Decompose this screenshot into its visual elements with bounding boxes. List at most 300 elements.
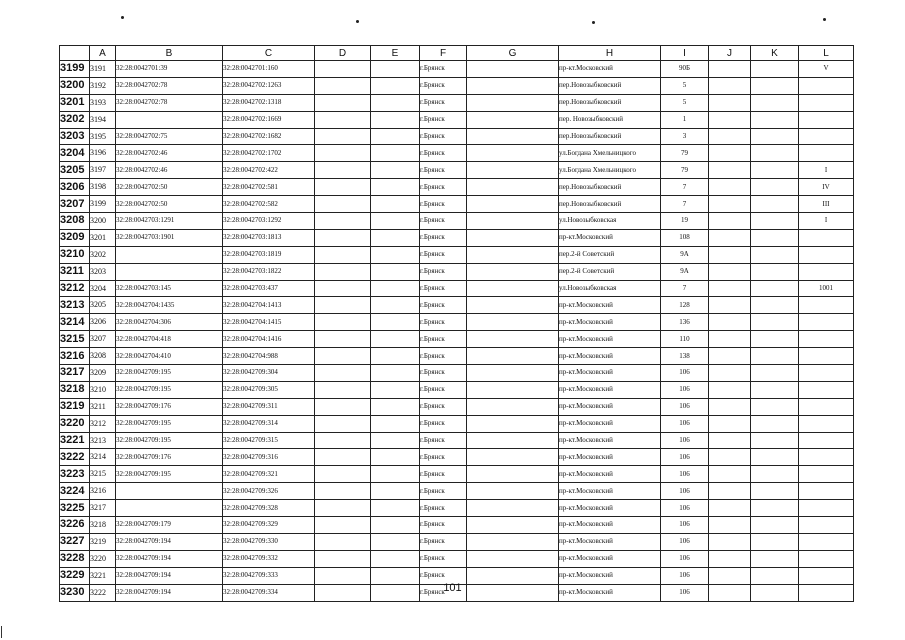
cell-g[interactable]	[467, 381, 559, 398]
cell-k[interactable]	[751, 128, 799, 145]
cell-j[interactable]	[709, 365, 751, 382]
cell-e[interactable]	[371, 128, 420, 145]
row-number[interactable]: 3213	[60, 297, 90, 314]
cell-k[interactable]	[751, 500, 799, 517]
cell-d[interactable]	[315, 111, 371, 128]
cell-c[interactable]: 32:28:0042709:304	[223, 365, 315, 382]
column-header-j[interactable]: J	[709, 46, 751, 61]
row-number[interactable]: 3215	[60, 331, 90, 348]
cell-a[interactable]: 3222	[90, 584, 116, 601]
cell-h[interactable]: пр-кт.Московский	[559, 567, 661, 584]
cell-f[interactable]: г.Брянск	[420, 381, 467, 398]
cell-a[interactable]: 3195	[90, 128, 116, 145]
cell-e[interactable]	[371, 550, 420, 567]
cell-i[interactable]: 7	[661, 280, 709, 297]
cell-g[interactable]	[467, 179, 559, 196]
cell-l[interactable]: III	[799, 196, 854, 213]
cell-c[interactable]: 32:28:0042703:1813	[223, 229, 315, 246]
cell-c[interactable]: 32:28:0042709:329	[223, 517, 315, 534]
cell-h[interactable]: пр-кт.Московский	[559, 398, 661, 415]
cell-i[interactable]: 106	[661, 517, 709, 534]
cell-g[interactable]	[467, 246, 559, 263]
cell-i[interactable]: 106	[661, 381, 709, 398]
row-number[interactable]: 3221	[60, 432, 90, 449]
cell-f[interactable]: г.Брянск	[420, 94, 467, 111]
cell-l[interactable]	[799, 432, 854, 449]
cell-i[interactable]: 106	[661, 533, 709, 550]
cell-l[interactable]	[799, 111, 854, 128]
cell-g[interactable]	[467, 263, 559, 280]
cell-k[interactable]	[751, 415, 799, 432]
cell-e[interactable]	[371, 297, 420, 314]
cell-k[interactable]	[751, 483, 799, 500]
cell-e[interactable]	[371, 111, 420, 128]
cell-l[interactable]	[799, 77, 854, 94]
row-number[interactable]: 3210	[60, 246, 90, 263]
cell-d[interactable]	[315, 229, 371, 246]
row-number[interactable]: 3211	[60, 263, 90, 280]
cell-d[interactable]	[315, 77, 371, 94]
cell-a[interactable]: 3200	[90, 213, 116, 230]
row-number[interactable]: 3225	[60, 500, 90, 517]
cell-f[interactable]: г.Брянск	[420, 196, 467, 213]
cell-k[interactable]	[751, 432, 799, 449]
cell-f[interactable]: г.Брянск	[420, 415, 467, 432]
cell-k[interactable]	[751, 246, 799, 263]
cell-h[interactable]: пр-кт.Московский	[559, 381, 661, 398]
cell-h[interactable]: пр-кт.Московский	[559, 584, 661, 601]
cell-e[interactable]	[371, 94, 420, 111]
cell-b[interactable]: 32:28:0042704:306	[116, 314, 223, 331]
cell-h[interactable]: ул.Богдана Хмельницкого	[559, 162, 661, 179]
cell-g[interactable]	[467, 196, 559, 213]
cell-a[interactable]: 3205	[90, 297, 116, 314]
column-header-g[interactable]: G	[467, 46, 559, 61]
cell-k[interactable]	[751, 145, 799, 162]
cell-d[interactable]	[315, 517, 371, 534]
cell-g[interactable]	[467, 162, 559, 179]
cell-b[interactable]: 32:28:0042709:195	[116, 415, 223, 432]
row-number[interactable]: 3202	[60, 111, 90, 128]
cell-b[interactable]: 32:28:0042703:1291	[116, 213, 223, 230]
cell-d[interactable]	[315, 365, 371, 382]
cell-a[interactable]: 3191	[90, 61, 116, 78]
cell-j[interactable]	[709, 550, 751, 567]
cell-c[interactable]: 32:28:0042709:321	[223, 466, 315, 483]
cell-k[interactable]	[751, 213, 799, 230]
cell-a[interactable]: 3220	[90, 550, 116, 567]
cell-e[interactable]	[371, 61, 420, 78]
cell-h[interactable]: пр-кт.Московский	[559, 61, 661, 78]
cell-f[interactable]: г.Брянск	[420, 280, 467, 297]
cell-f[interactable]: г.Брянск	[420, 432, 467, 449]
cell-g[interactable]	[467, 314, 559, 331]
cell-c[interactable]: 32:28:0042709:326	[223, 483, 315, 500]
column-header-e[interactable]: E	[371, 46, 420, 61]
row-number[interactable]: 3206	[60, 179, 90, 196]
cell-c[interactable]: 32:28:0042702:1263	[223, 77, 315, 94]
cell-b[interactable]: 32:28:0042709:195	[116, 432, 223, 449]
cell-a[interactable]: 3207	[90, 331, 116, 348]
cell-j[interactable]	[709, 449, 751, 466]
cell-a[interactable]: 3210	[90, 381, 116, 398]
cell-k[interactable]	[751, 348, 799, 365]
row-number[interactable]: 3229	[60, 567, 90, 584]
cell-h[interactable]: пр-кт.Московский	[559, 365, 661, 382]
cell-k[interactable]	[751, 365, 799, 382]
cell-j[interactable]	[709, 61, 751, 78]
cell-d[interactable]	[315, 466, 371, 483]
cell-b[interactable]: 32:28:0042702:50	[116, 179, 223, 196]
cell-l[interactable]	[799, 314, 854, 331]
column-header-b[interactable]: B	[116, 46, 223, 61]
cell-b[interactable]: 32:28:0042709:195	[116, 466, 223, 483]
cell-f[interactable]: г.Брянск	[420, 314, 467, 331]
cell-d[interactable]	[315, 280, 371, 297]
cell-c[interactable]: 32:28:0042704:988	[223, 348, 315, 365]
row-number[interactable]: 3226	[60, 517, 90, 534]
cell-f[interactable]: г.Брянск	[420, 61, 467, 78]
cell-g[interactable]	[467, 517, 559, 534]
cell-a[interactable]: 3192	[90, 77, 116, 94]
cell-c[interactable]: 32:28:0042702:581	[223, 179, 315, 196]
cell-f[interactable]: г.Брянск	[420, 179, 467, 196]
row-number[interactable]: 3203	[60, 128, 90, 145]
row-number[interactable]: 3209	[60, 229, 90, 246]
cell-l[interactable]	[799, 533, 854, 550]
cell-c[interactable]: 32:28:0042702:1318	[223, 94, 315, 111]
cell-h[interactable]: пер.Новозыбковский	[559, 77, 661, 94]
cell-f[interactable]: г.Брянск	[420, 550, 467, 567]
cell-l[interactable]	[799, 381, 854, 398]
row-number[interactable]: 3228	[60, 550, 90, 567]
cell-h[interactable]: пр-кт.Московский	[559, 550, 661, 567]
cell-f[interactable]: г.Брянск	[420, 246, 467, 263]
row-number[interactable]: 3224	[60, 483, 90, 500]
cell-l[interactable]	[799, 128, 854, 145]
cell-b[interactable]: 32:28:0042709:195	[116, 381, 223, 398]
cell-g[interactable]	[467, 229, 559, 246]
cell-c[interactable]: 32:28:0042702:1669	[223, 111, 315, 128]
cell-b[interactable]	[116, 500, 223, 517]
cell-i[interactable]: 19	[661, 213, 709, 230]
cell-e[interactable]	[371, 449, 420, 466]
cell-i[interactable]: 7	[661, 196, 709, 213]
cell-e[interactable]	[371, 398, 420, 415]
cell-i[interactable]: 106	[661, 567, 709, 584]
cell-f[interactable]: г.Брянск	[420, 263, 467, 280]
cell-b[interactable]: 32:28:0042702:78	[116, 94, 223, 111]
cell-d[interactable]	[315, 398, 371, 415]
cell-b[interactable]: 32:28:0042709:194	[116, 584, 223, 601]
cell-b[interactable]: 32:28:0042709:194	[116, 550, 223, 567]
cell-b[interactable]: 32:28:0042702:78	[116, 77, 223, 94]
cell-e[interactable]	[371, 500, 420, 517]
row-number[interactable]: 3223	[60, 466, 90, 483]
cell-e[interactable]	[371, 517, 420, 534]
row-number[interactable]: 3201	[60, 94, 90, 111]
cell-a[interactable]: 3193	[90, 94, 116, 111]
cell-k[interactable]	[751, 162, 799, 179]
cell-f[interactable]: г.Брянск	[420, 449, 467, 466]
cell-c[interactable]: 32:28:0042704:1416	[223, 331, 315, 348]
cell-l[interactable]: IV	[799, 179, 854, 196]
cell-g[interactable]	[467, 550, 559, 567]
cell-h[interactable]: пер.2-й Советский	[559, 263, 661, 280]
cell-d[interactable]	[315, 162, 371, 179]
cell-f[interactable]: г.Брянск	[420, 567, 467, 584]
cell-k[interactable]	[751, 297, 799, 314]
cell-k[interactable]	[751, 517, 799, 534]
cell-a[interactable]: 3218	[90, 517, 116, 534]
cell-a[interactable]: 3208	[90, 348, 116, 365]
cell-j[interactable]	[709, 500, 751, 517]
cell-e[interactable]	[371, 348, 420, 365]
cell-g[interactable]	[467, 415, 559, 432]
cell-h[interactable]: пр-кт.Московский	[559, 500, 661, 517]
cell-g[interactable]	[467, 483, 559, 500]
cell-f[interactable]: г.Брянск	[420, 365, 467, 382]
cell-i[interactable]: 110	[661, 331, 709, 348]
cell-f[interactable]: г.Брянск	[420, 533, 467, 550]
cell-h[interactable]: пер.Новозыбковский	[559, 94, 661, 111]
row-number[interactable]: 3214	[60, 314, 90, 331]
cell-e[interactable]	[371, 213, 420, 230]
cell-i[interactable]: 9А	[661, 246, 709, 263]
row-number[interactable]: 3216	[60, 348, 90, 365]
cell-h[interactable]: пр-кт.Московский	[559, 348, 661, 365]
cell-k[interactable]	[751, 550, 799, 567]
column-header-i[interactable]: I	[661, 46, 709, 61]
column-header-a[interactable]: A	[90, 46, 116, 61]
cell-b[interactable]	[116, 111, 223, 128]
cell-l[interactable]	[799, 145, 854, 162]
cell-b[interactable]: 32:28:0042703:1901	[116, 229, 223, 246]
cell-j[interactable]	[709, 77, 751, 94]
cell-a[interactable]: 3203	[90, 263, 116, 280]
cell-c[interactable]: 32:28:0042704:1413	[223, 297, 315, 314]
cell-f[interactable]: г.Брянск	[420, 483, 467, 500]
cell-b[interactable]: 32:28:0042702:50	[116, 196, 223, 213]
cell-i[interactable]: 3	[661, 128, 709, 145]
cell-e[interactable]	[371, 162, 420, 179]
cell-i[interactable]: 106	[661, 449, 709, 466]
cell-e[interactable]	[371, 145, 420, 162]
cell-i[interactable]: 7	[661, 179, 709, 196]
cell-j[interactable]	[709, 517, 751, 534]
cell-j[interactable]	[709, 415, 751, 432]
cell-c[interactable]: 32:28:0042709:316	[223, 449, 315, 466]
cell-c[interactable]: 32:28:0042709:333	[223, 567, 315, 584]
cell-f[interactable]: г.Брянск	[420, 229, 467, 246]
cell-c[interactable]: 32:28:0042702:422	[223, 162, 315, 179]
cell-l[interactable]	[799, 466, 854, 483]
cell-b[interactable]: 32:28:0042709:194	[116, 533, 223, 550]
cell-a[interactable]: 3196	[90, 145, 116, 162]
cell-d[interactable]	[315, 94, 371, 111]
cell-j[interactable]	[709, 263, 751, 280]
cell-a[interactable]: 3198	[90, 179, 116, 196]
cell-e[interactable]	[371, 179, 420, 196]
cell-a[interactable]: 3219	[90, 533, 116, 550]
cell-l[interactable]	[799, 483, 854, 500]
cell-b[interactable]	[116, 483, 223, 500]
row-number[interactable]: 3218	[60, 381, 90, 398]
cell-h[interactable]: пер.Новозыбковский	[559, 196, 661, 213]
cell-g[interactable]	[467, 128, 559, 145]
column-header-d[interactable]: D	[315, 46, 371, 61]
cell-a[interactable]: 3199	[90, 196, 116, 213]
cell-h[interactable]: пр-кт.Московский	[559, 297, 661, 314]
row-number[interactable]: 3230	[60, 584, 90, 601]
cell-d[interactable]	[315, 483, 371, 500]
cell-j[interactable]	[709, 94, 751, 111]
cell-l[interactable]	[799, 297, 854, 314]
cell-j[interactable]	[709, 314, 751, 331]
cell-l[interactable]	[799, 500, 854, 517]
cell-a[interactable]: 3216	[90, 483, 116, 500]
cell-e[interactable]	[371, 331, 420, 348]
cell-f[interactable]: г.Брянск	[420, 162, 467, 179]
cell-k[interactable]	[751, 263, 799, 280]
cell-d[interactable]	[315, 179, 371, 196]
cell-l[interactable]	[799, 415, 854, 432]
row-number[interactable]: 3204	[60, 145, 90, 162]
cell-l[interactable]: V	[799, 61, 854, 78]
cell-k[interactable]	[751, 314, 799, 331]
row-number[interactable]: 3200	[60, 77, 90, 94]
cell-i[interactable]: 106	[661, 365, 709, 382]
cell-d[interactable]	[315, 500, 371, 517]
cell-e[interactable]	[371, 533, 420, 550]
cell-g[interactable]	[467, 111, 559, 128]
cell-a[interactable]: 3206	[90, 314, 116, 331]
cell-e[interactable]	[371, 263, 420, 280]
cell-a[interactable]: 3213	[90, 432, 116, 449]
cell-a[interactable]: 3194	[90, 111, 116, 128]
row-number[interactable]: 3222	[60, 449, 90, 466]
cell-g[interactable]	[467, 297, 559, 314]
cell-b[interactable]	[116, 246, 223, 263]
row-number[interactable]: 3212	[60, 280, 90, 297]
cell-a[interactable]: 3212	[90, 415, 116, 432]
cell-h[interactable]: пр-кт.Московский	[559, 229, 661, 246]
cell-i[interactable]: 90Б	[661, 61, 709, 78]
cell-f[interactable]: г.Брянск	[420, 584, 467, 601]
cell-c[interactable]: 32:28:0042704:1415	[223, 314, 315, 331]
cell-i[interactable]: 5	[661, 77, 709, 94]
cell-i[interactable]: 106	[661, 483, 709, 500]
cell-k[interactable]	[751, 61, 799, 78]
cell-d[interactable]	[315, 263, 371, 280]
cell-l[interactable]	[799, 246, 854, 263]
cell-g[interactable]	[467, 280, 559, 297]
cell-h[interactable]: ул.Новозыбковская	[559, 213, 661, 230]
column-header-l[interactable]: L	[799, 46, 854, 61]
cell-l[interactable]: I	[799, 213, 854, 230]
cell-h[interactable]: пр-кт.Московский	[559, 517, 661, 534]
cell-j[interactable]	[709, 381, 751, 398]
cell-k[interactable]	[751, 533, 799, 550]
cell-l[interactable]: 1001	[799, 280, 854, 297]
cell-k[interactable]	[751, 111, 799, 128]
row-number[interactable]: 3208	[60, 213, 90, 230]
cell-e[interactable]	[371, 365, 420, 382]
cell-i[interactable]: 1	[661, 111, 709, 128]
cell-d[interactable]	[315, 550, 371, 567]
cell-l[interactable]	[799, 229, 854, 246]
cell-a[interactable]: 3214	[90, 449, 116, 466]
cell-i[interactable]: 136	[661, 314, 709, 331]
cell-j[interactable]	[709, 432, 751, 449]
cell-f[interactable]: г.Брянск	[420, 213, 467, 230]
cell-a[interactable]: 3211	[90, 398, 116, 415]
cell-c[interactable]: 32:28:0042703:1292	[223, 213, 315, 230]
cell-i[interactable]: 106	[661, 584, 709, 601]
cell-j[interactable]	[709, 483, 751, 500]
cell-k[interactable]	[751, 466, 799, 483]
cell-h[interactable]: пр-кт.Московский	[559, 466, 661, 483]
cell-l[interactable]	[799, 348, 854, 365]
cell-c[interactable]: 32:28:0042709:314	[223, 415, 315, 432]
cell-h[interactable]: пр-кт.Московский	[559, 483, 661, 500]
cell-d[interactable]	[315, 348, 371, 365]
row-number[interactable]: 3220	[60, 415, 90, 432]
cell-c[interactable]: 32:28:0042702:582	[223, 196, 315, 213]
cell-i[interactable]: 106	[661, 466, 709, 483]
cell-l[interactable]: I	[799, 162, 854, 179]
cell-j[interactable]	[709, 196, 751, 213]
cell-l[interactable]	[799, 263, 854, 280]
cell-g[interactable]	[467, 466, 559, 483]
cell-d[interactable]	[315, 381, 371, 398]
cell-e[interactable]	[371, 432, 420, 449]
cell-i[interactable]: 79	[661, 162, 709, 179]
cell-j[interactable]	[709, 331, 751, 348]
cell-g[interactable]	[467, 145, 559, 162]
cell-i[interactable]: 9А	[661, 263, 709, 280]
cell-b[interactable]: 32:28:0042702:46	[116, 162, 223, 179]
cell-b[interactable]: 32:28:0042703:145	[116, 280, 223, 297]
cell-j[interactable]	[709, 111, 751, 128]
cell-i[interactable]: 108	[661, 229, 709, 246]
cell-h[interactable]: пр-кт.Московский	[559, 415, 661, 432]
cell-f[interactable]: г.Брянск	[420, 297, 467, 314]
cell-j[interactable]	[709, 297, 751, 314]
cell-e[interactable]	[371, 415, 420, 432]
cell-g[interactable]	[467, 348, 559, 365]
cell-f[interactable]: г.Брянск	[420, 111, 467, 128]
cell-e[interactable]	[371, 246, 420, 263]
cell-c[interactable]: 32:28:0042701:160	[223, 61, 315, 78]
cell-d[interactable]	[315, 449, 371, 466]
cell-i[interactable]: 5	[661, 94, 709, 111]
cell-b[interactable]: 32:28:0042701:39	[116, 61, 223, 78]
cell-i[interactable]: 79	[661, 145, 709, 162]
row-number[interactable]: 3227	[60, 533, 90, 550]
cell-g[interactable]	[467, 213, 559, 230]
cell-c[interactable]: 32:28:0042709:315	[223, 432, 315, 449]
cell-f[interactable]: г.Брянск	[420, 348, 467, 365]
cell-g[interactable]	[467, 94, 559, 111]
cell-e[interactable]	[371, 77, 420, 94]
cell-h[interactable]: пер.Новозыбковский	[559, 128, 661, 145]
cell-k[interactable]	[751, 94, 799, 111]
cell-j[interactable]	[709, 280, 751, 297]
cell-j[interactable]	[709, 348, 751, 365]
row-number[interactable]: 3205	[60, 162, 90, 179]
cell-c[interactable]: 32:28:0042702:1682	[223, 128, 315, 145]
